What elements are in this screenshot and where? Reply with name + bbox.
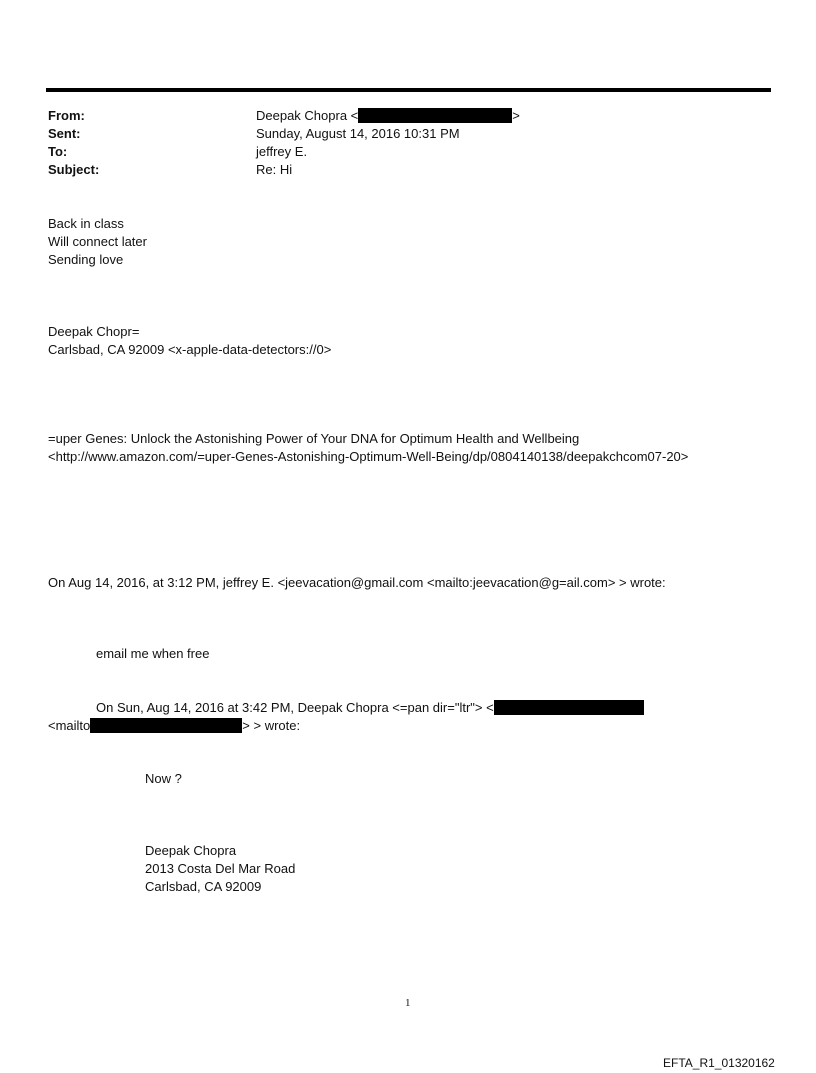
signature-address: Carlsbad, CA 92009 <x-apple-data-detectors://0> bbox=[48, 342, 332, 357]
to-label: To: bbox=[48, 144, 68, 159]
subject-label: Subject: bbox=[48, 162, 100, 177]
document-id: EFTA_R1_01320162 bbox=[663, 1056, 775, 1070]
sent-value: Sunday, August 14, 2016 10:31 PM bbox=[256, 126, 460, 141]
signature-2-name: Deepak Chopra bbox=[145, 843, 237, 858]
from-value bbox=[256, 107, 520, 125]
from-close: > bbox=[512, 108, 520, 123]
to-value: jeffrey E. bbox=[256, 144, 308, 159]
book-link: <http://www.amazon.com/=uper-Genes-Astonishing-Optimum-Well-Being/dp/0804140138/deepakchcom07-20> bbox=[48, 449, 689, 464]
quote-header-1: On Aug 14, 2016, at 3:12 PM, jeffrey E. <jeevacation@gmail.com <mailto:jeevacation@g=ail.com> > wrote: bbox=[48, 575, 666, 590]
sent-label: Sent: bbox=[48, 126, 81, 141]
redaction-block bbox=[494, 700, 644, 715]
body-line-2: Will connect later bbox=[48, 234, 147, 249]
quote-body-2: Now ? bbox=[145, 771, 182, 786]
signature-2-city: Carlsbad, CA 92009 bbox=[145, 879, 262, 894]
redaction-block bbox=[358, 108, 512, 123]
quote-header-2a-text: On Sun, Aug 14, 2016 at 3:42 PM, Deepak Chopra <=pan dir="ltr"> < bbox=[96, 700, 494, 715]
quote-header-2a bbox=[96, 699, 644, 717]
body-line-1: Back in class bbox=[48, 216, 124, 231]
signature-name: Deepak Chopr= bbox=[48, 324, 140, 339]
from-label: From: bbox=[48, 108, 85, 123]
signature-2-street: 2013 Costa Del Mar Road bbox=[145, 861, 296, 876]
body-line-3: Sending love bbox=[48, 252, 124, 267]
book-title: =uper Genes: Unlock the Astonishing Power of Your DNA for Optimum Health and Wellbeing bbox=[48, 431, 580, 446]
redaction-block bbox=[90, 718, 242, 733]
subject-value: Re: Hi bbox=[256, 162, 293, 177]
header-rule bbox=[46, 88, 771, 92]
quote-header-2b-suffix: > > wrote: bbox=[242, 718, 301, 733]
page-number: 1 bbox=[405, 997, 411, 1009]
quote-header-2b bbox=[48, 717, 300, 735]
quote-header-2b-prefix: <mailto bbox=[48, 718, 91, 733]
from-name: Deepak Chopra < bbox=[256, 108, 359, 123]
quote-body-1: email me when free bbox=[96, 646, 210, 661]
